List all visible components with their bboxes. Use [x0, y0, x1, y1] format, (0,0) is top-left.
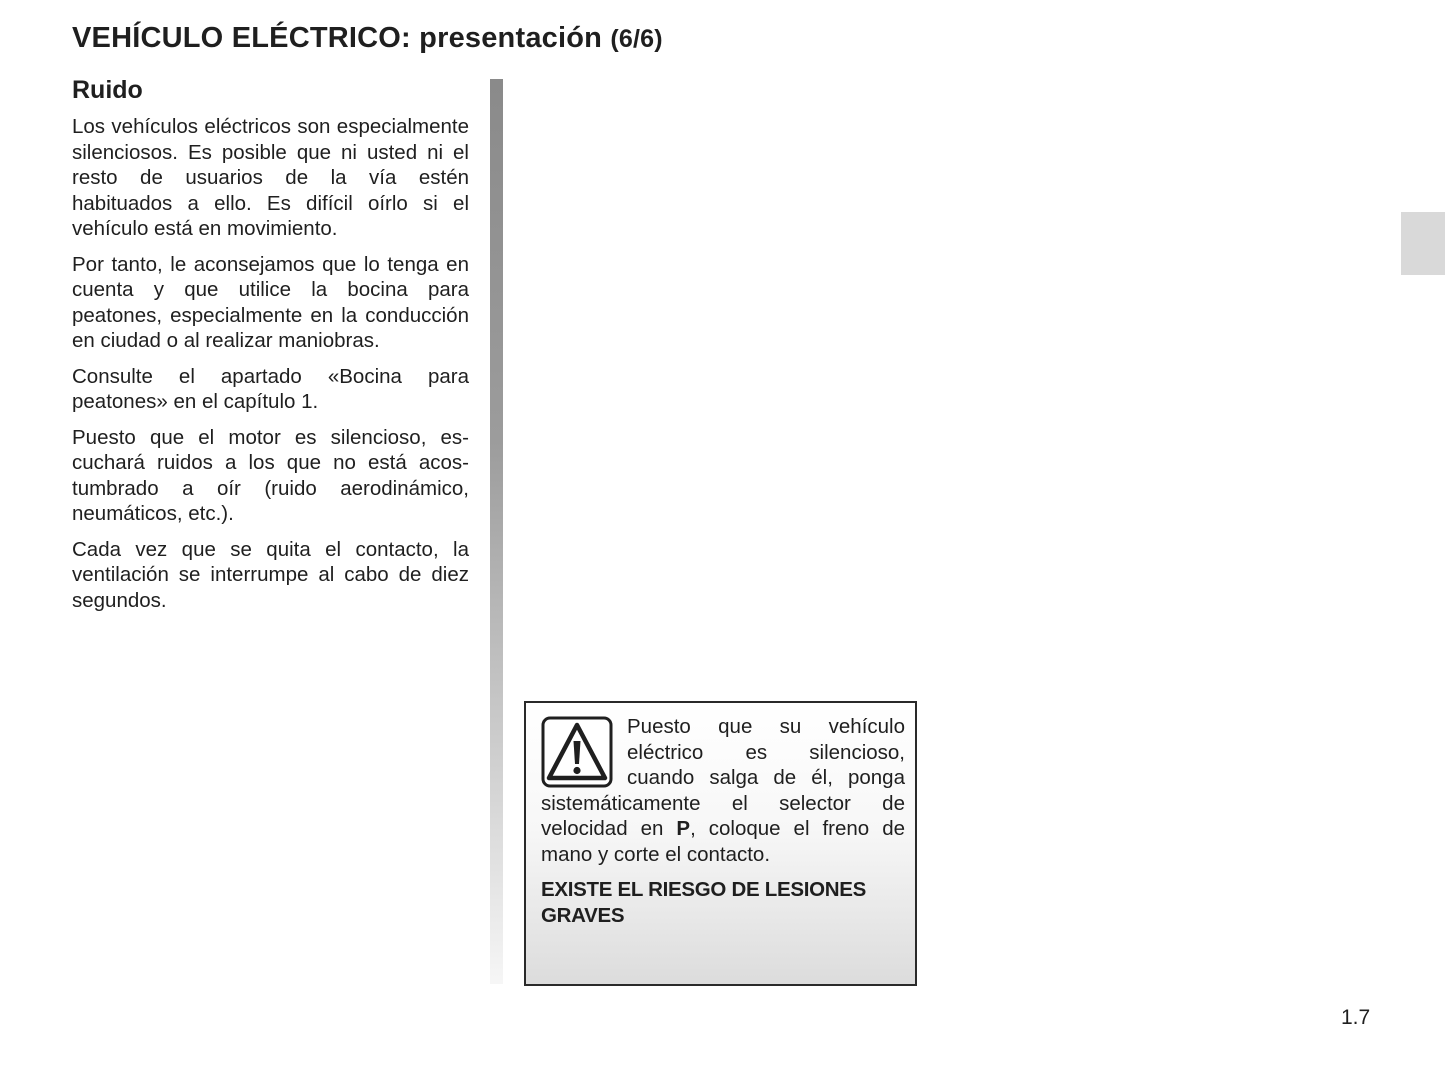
gear-position-label: P [676, 817, 691, 840]
main-text-column [72, 74, 469, 623]
paragraph: Por tanto, le aconsejamos que lo tenga en cuenta y que utilice la bocina para peatones, especialmente en la conducción en ciudad o al realizar maniobras. [72, 252, 469, 352]
page-title-main: VEHÍCULO ELÉCTRICO: presentación [72, 22, 603, 54]
warning-text-part: Puesto que su vehículo eléctrico es silencioso, cuando salga de él, ponga sistemáticamente el selector de velocidad en [541, 715, 905, 840]
warning-text-part: , coloque el freno de mano y corte el contacto. [541, 817, 905, 866]
paragraph: Puesto que el motor es silencioso, escuchará ruidos a los que no está acostumbrado a oír (ruido aerodinámico, neumáticos, etc.). [72, 425, 469, 525]
page-number: 1.7 [1341, 1006, 1371, 1029]
warning-strong-notice: EXISTE EL RIESGO DE LESIONES GRAVES [541, 878, 866, 927]
paragraph: Los vehículos eléctricos son especialmente silenciosos. Es posible que ni usted ni el resto de usuarios de la vía estén habituados a ello. Es difícil oírlo si el vehículo está en movimiento. [72, 115, 469, 240]
column-divider-bar [490, 79, 503, 984]
paragraph: Consulte el apartado «Bocina para peatones» en el capítulo 1. [72, 364, 469, 413]
page-title [72, 22, 663, 55]
warning-triangle-icon [541, 716, 613, 788]
chapter-side-tab [1401, 212, 1445, 275]
section-heading: Ruido [72, 76, 143, 104]
page-title-part-indicator: (6/6) [610, 25, 663, 53]
warning-box [524, 701, 917, 986]
paragraph: Cada vez que se quita el contacto, la ventilación se interrumpe al cabo de diez segundos. [72, 537, 469, 612]
warning-content [541, 714, 905, 928]
